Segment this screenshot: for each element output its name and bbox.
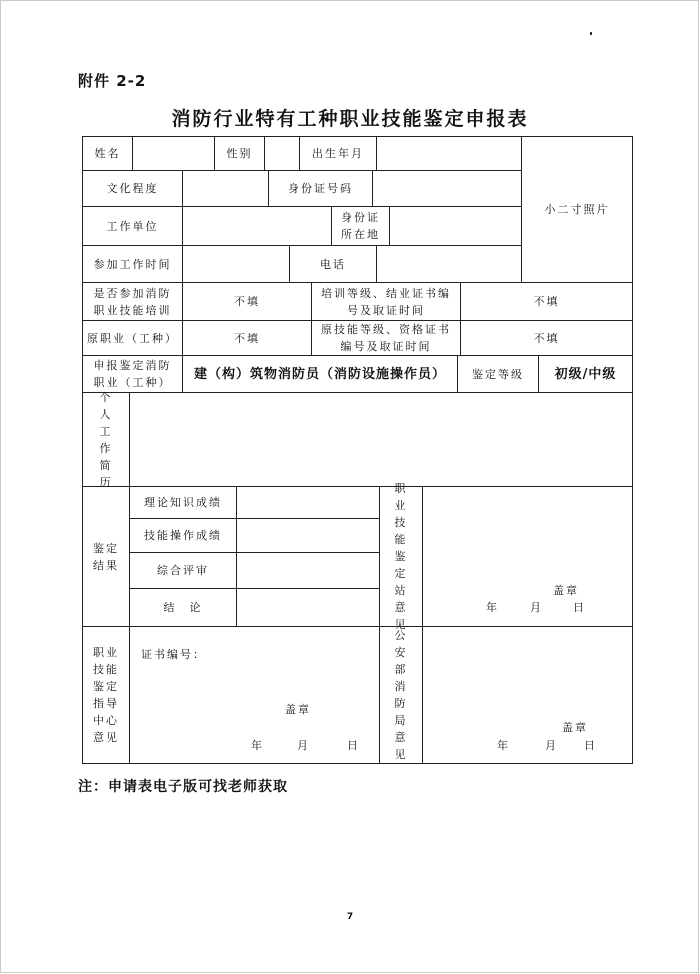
label-original-level: 原技能等级、资格证书编号及取证时间	[311, 320, 461, 356]
label-education: 文化程度	[82, 170, 183, 207]
label-name: 姓名	[82, 136, 133, 171]
label-level: 鉴定等级	[457, 355, 539, 393]
label-birth: 出生年月	[299, 136, 377, 171]
field-birth[interactable]	[376, 136, 522, 171]
field-conclusion[interactable]	[236, 588, 380, 627]
label-training-cert: 培训等级、结业证书编号及取证时间	[311, 282, 461, 321]
field-resume[interactable]	[129, 392, 633, 487]
station-date-month: 月	[530, 601, 543, 614]
field-work-start[interactable]	[182, 245, 290, 283]
field-practice-score[interactable]	[236, 518, 380, 553]
footer-note: 注：申请表电子版可找老师获取	[78, 779, 288, 795]
field-theory-score[interactable]	[236, 486, 380, 519]
label-id-number: 身份证号码	[268, 170, 373, 207]
value-apply-job[interactable]: 建（构）筑物消防员（消防设施操作员）	[182, 355, 458, 393]
field-bureau-opinion[interactable]	[422, 626, 633, 764]
label-employer: 工作单位	[82, 206, 183, 246]
form-title: 消防行业特有工种职业技能鉴定申报表	[171, 108, 529, 130]
page-number: 7	[346, 912, 354, 922]
field-id-location[interactable]	[389, 206, 522, 246]
label-resume: 个人工作简历	[82, 392, 130, 487]
value-training-cert[interactable]: 不填	[460, 282, 633, 321]
label-training-question: 是否参加消防职业技能培训	[82, 282, 183, 321]
field-employer[interactable]	[182, 206, 332, 246]
value-training-question[interactable]: 不填	[182, 282, 312, 321]
label-apply-job: 申报鉴定消防职业（工种）	[82, 355, 183, 393]
label-theory-score: 理论知识成绩	[129, 486, 237, 519]
field-education[interactable]	[182, 170, 269, 207]
attachment-label: 附件 2-2	[78, 72, 147, 90]
bureau-date-day: 日	[584, 739, 597, 752]
bureau-stamp: 盖章	[562, 721, 588, 734]
cert-number-label: 证书编号：	[141, 648, 206, 661]
field-phone[interactable]	[376, 245, 522, 283]
label-center-opinion: 职业技能鉴定指导中心意见	[82, 626, 130, 764]
value-original-level[interactable]: 不填	[460, 320, 633, 356]
label-conclusion: 结 论	[129, 588, 237, 627]
center-stamp: 盖章	[285, 703, 311, 716]
label-assessment-result: 鉴定结果	[82, 486, 130, 627]
center-date-month: 月	[297, 739, 310, 752]
label-phone: 电话	[289, 245, 377, 283]
center-date-day: 日	[347, 739, 360, 752]
bureau-date-month: 月	[545, 739, 558, 752]
center-date-year: 年	[251, 739, 264, 752]
label-practice-score: 技能操作成绩	[129, 518, 237, 553]
field-comprehensive-review[interactable]	[236, 552, 380, 589]
label-bureau-opinion: 公安部消防局意见	[379, 626, 423, 764]
label-id-location: 身份证所在地	[331, 206, 390, 246]
station-stamp: 盖章	[553, 584, 579, 597]
field-gender[interactable]	[264, 136, 300, 171]
field-name[interactable]	[132, 136, 215, 171]
label-work-start: 参加工作时间	[82, 245, 183, 283]
label-original-job: 原职业（工种）	[82, 320, 183, 356]
station-date-day: 日	[573, 601, 586, 614]
label-station-opinion: 职业技能鉴定站意见	[379, 486, 423, 627]
value-original-job[interactable]: 不填	[182, 320, 312, 356]
value-level[interactable]: 初级/中级	[538, 355, 633, 393]
station-date-year: 年	[486, 601, 499, 614]
bureau-date-year: 年	[497, 739, 510, 752]
label-gender: 性别	[214, 136, 265, 171]
field-id-number[interactable]	[372, 170, 522, 207]
label-comprehensive-review: 综合评审	[129, 552, 237, 589]
field-station-opinion[interactable]	[422, 486, 633, 627]
photo-box[interactable]: 小二寸照片	[521, 136, 633, 283]
